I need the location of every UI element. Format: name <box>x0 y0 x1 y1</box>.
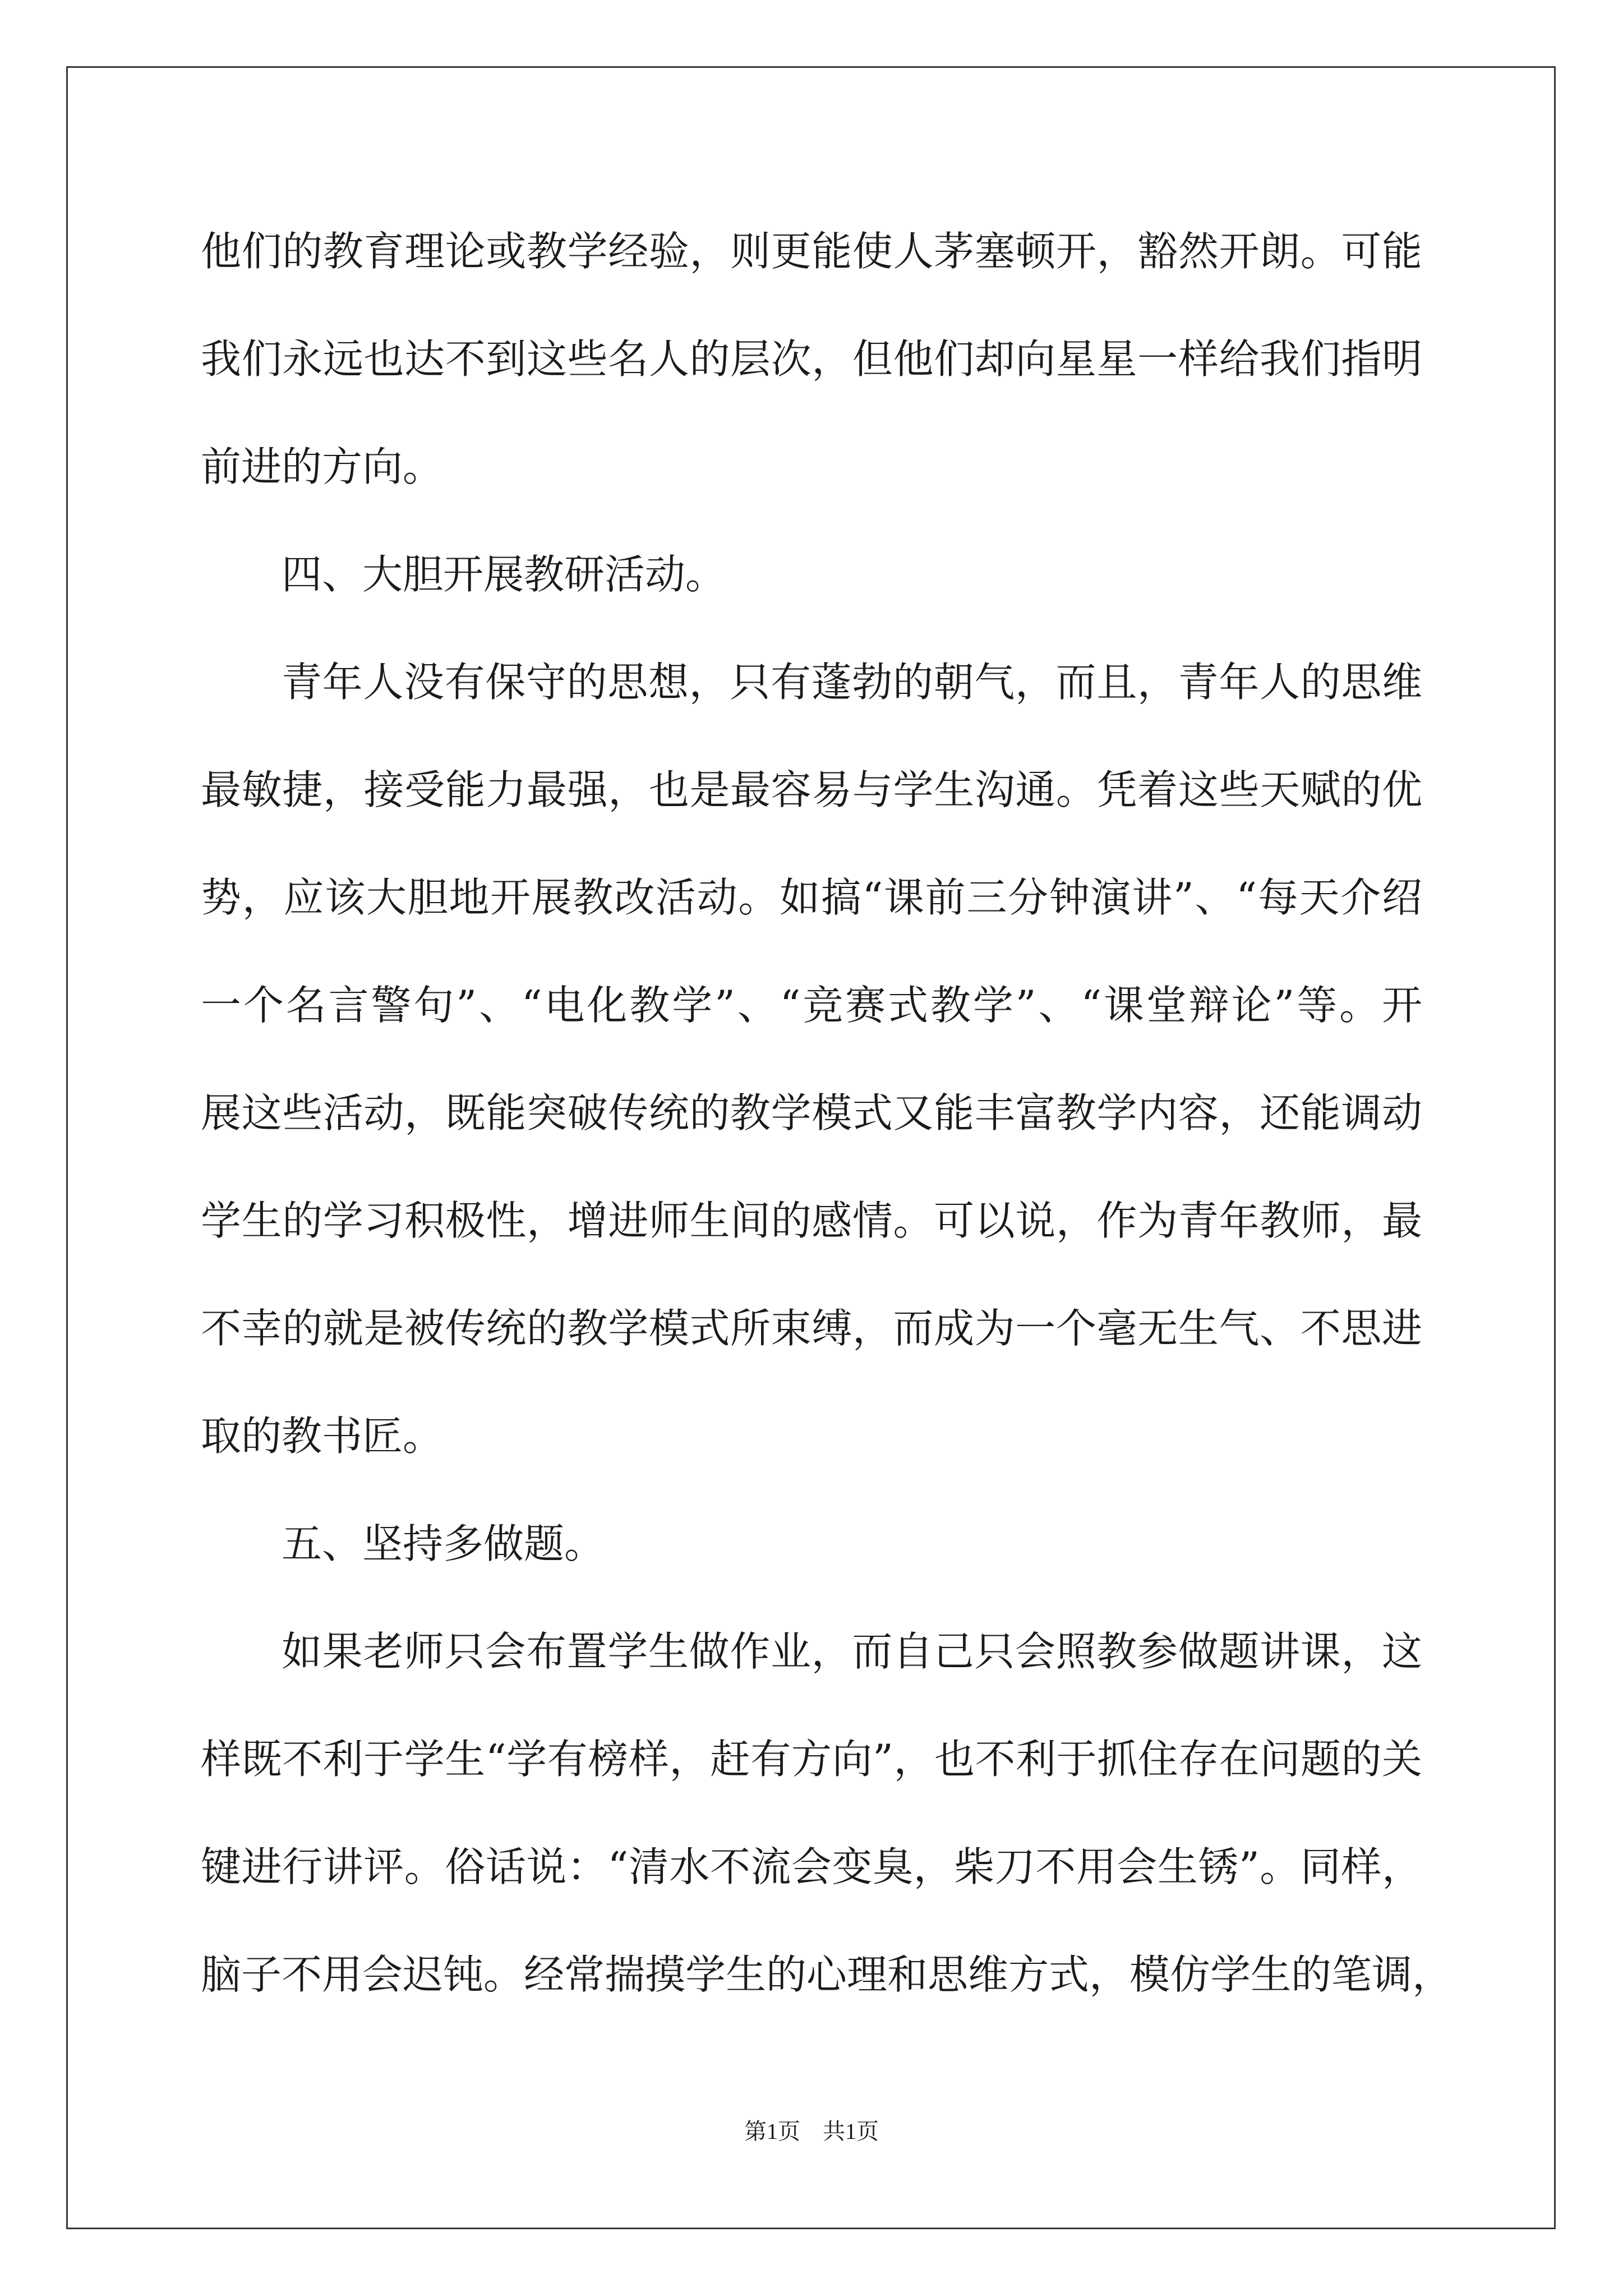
body-line-3: 前进的方向。 <box>201 443 444 490</box>
body-line-9: 展这些活动，既能突破传统的教学模式又能丰富教学内容，还能调动 <box>201 1089 1422 1137</box>
body-line-1: 他们的教育理论或教学经验，则更能使人茅塞顿开，豁然开朗。可能 <box>201 228 1422 275</box>
page-total: 共1页 <box>823 2119 879 2144</box>
document-body <box>201 218 1453 2049</box>
body-line-6: 最敏捷，接受能力最强，也是最容易与学生沟通。凭着这些天赋的优 <box>201 766 1422 813</box>
page-footer <box>0 2115 1623 2148</box>
body-line-15: 样既不利于学生“学有榜样，赶有方向”，也不利于抓住存在问题的关 <box>201 1736 1422 1783</box>
body-line-16: 键进行讲评。俗话说：“清水不流会变臭，柴刀不用会生锈”。同样， <box>201 1843 1422 1890</box>
body-line-8: 一个名言警句”、“电化教学”、“竞赛式教学”、“课堂辩论”等。开 <box>201 982 1422 1029</box>
section-heading-4: 四、大胆开展教研活动。 <box>282 551 726 598</box>
body-line-14: 如果老师只会布置学生做作业，而自己只会照教参做题讲课，这 <box>282 1628 1422 1675</box>
body-line-10: 学生的学习积极性，增进师生间的感情。可以说，作为青年教师，最 <box>201 1197 1422 1244</box>
body-line-7: 势，应该大胆地开展教改活动。如搞“课前三分钟演讲”、“每天介绍 <box>201 874 1422 921</box>
body-line-12: 取的教书匠。 <box>201 1412 444 1460</box>
page-number: 第1页 <box>744 2119 800 2144</box>
body-line-5: 青年人没有保守的思想，只有蓬勃的朝气，而且，青年人的思维 <box>282 659 1422 706</box>
body-line-11: 不幸的就是被传统的教学模式所束缚，而成为一个毫无生气、不思进 <box>201 1305 1422 1352</box>
section-heading-5: 五、坚持多做题。 <box>282 1520 605 1567</box>
body-line-17: 脑子不用会迟钝。经常揣摸学生的心理和思维方式，模仿学生的笔调， <box>201 1951 1453 1998</box>
footer-spacer <box>800 2119 823 2144</box>
body-line-2: 我们永远也达不到这些名人的层次，但他们却向星星一样给我们指明 <box>201 335 1422 383</box>
